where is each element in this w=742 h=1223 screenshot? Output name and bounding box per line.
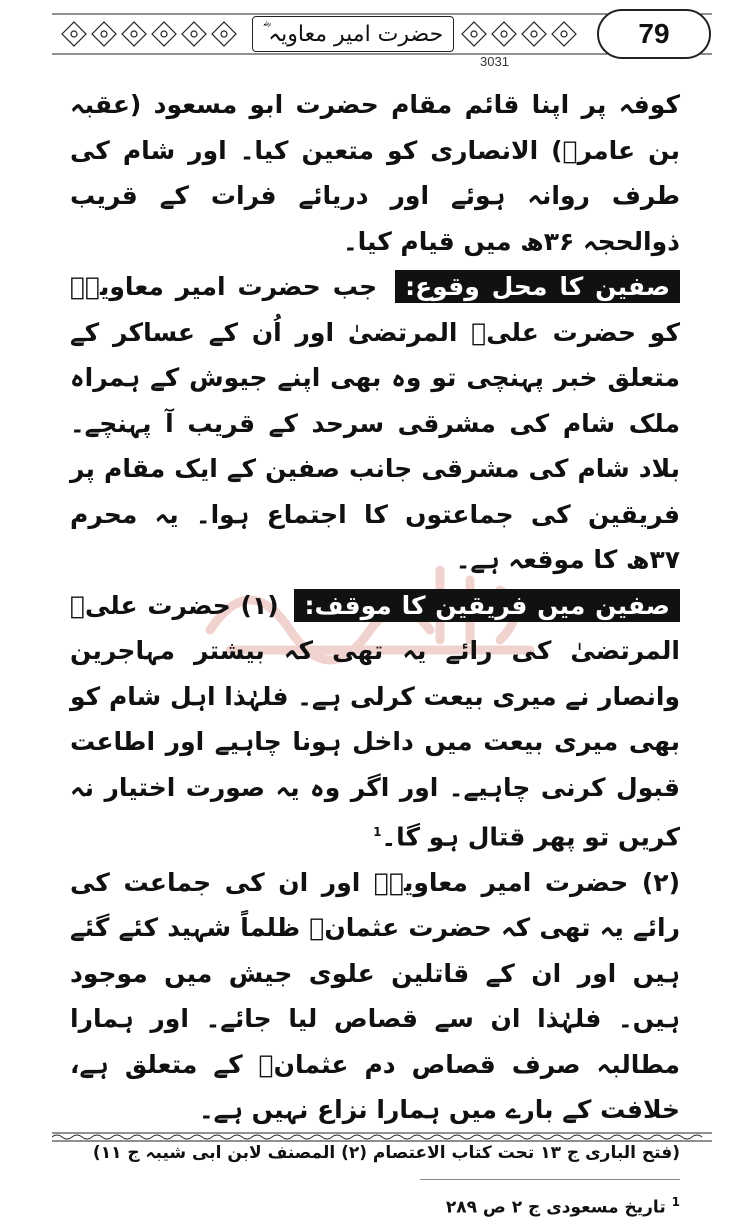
footnote: [70, 1186, 680, 1223]
paragraph-text: جب حضرت امیر معاویہؓ کو حضرت علیؓ المرتضیٰ اور اُن کے عساکر کے متعلق خبر پہنچی تو وہ بھی اپنے جیوش کے ہمراہ ملک شام کی مشرقی سرحد کے قریب آ پہنچے۔ بلاد شام کی مشرقی جانب صفین کے ایک مقام پر فریقین کی جماعتوں کا اجتماع ہوا۔ یہ محرم ۳۷ھ کا موقعہ ہے۔: [70, 272, 680, 574]
paragraph: [70, 583, 680, 860]
page-title: حضرت امیر معاویہ ؓ: [262, 21, 444, 47]
footnote-marker: 1: [671, 1194, 680, 1209]
citation: (فتح الباری ج ۱۳ تحت کتاب الاعتصام (۲) المصنف لابن ابی شیبہ ج ۱۱): [92, 1142, 680, 1163]
page-number: 79: [638, 18, 670, 49]
paragraph: (۲) حضرت امیر معاویہؓ اور ان کی جماعت کی رائے یہ تھی کہ حضرت عثمانؓ ظلماً شہید کئے گئے ہیں اور ان کے قاتلین علوی جیش میں موجود ہیں۔ فلہٰذا ان سے قصاص لیا جائے۔ اور ہمارا مطالبہ صرف قصاص دم عثمانؓ کے متعلق ہے، خلافت کے بارے میں ہمارا نزاع نہیں ہے۔: [70, 867, 680, 1125]
footnote-ref[interactable]: 1: [373, 825, 382, 839]
section-heading: صفین کا محل وقوع:: [395, 270, 680, 303]
title-box: [252, 16, 454, 52]
footnote-separator: [420, 1179, 680, 1180]
section-heading: صفین میں فریقین کا موقف:: [294, 589, 680, 622]
footer-border: [52, 1130, 712, 1144]
paragraph: [70, 264, 680, 583]
paragraph-text: (۱) حضرت علیؓ المرتضیٰ کی رائے یہ تھی کہ بیشتر مہاجرین وانصار نے میری بیعت کرلی ہے۔ فلہٰذا اہل شام کو بھی میری بیعت میں داخل ہونا چاہیے اور اطاعت قبول کرنی چاہیے۔ اور اگر وہ یہ صورت اختیار نہ کریں تو پھر قتال ہو گا۔: [70, 590, 680, 852]
book-page-number: 3031: [480, 54, 509, 69]
footnote-text: تاریخ مسعودی ج ۲ ص ۲۸۹: [445, 1197, 666, 1218]
page-number-badge: [597, 9, 711, 59]
main-text: [70, 82, 680, 1223]
paragraph: کوفہ پر اپنا قائم مقام حضرت ابو مسعود (عقبہ بن عامرؓ) الانصاری کو متعین کیا۔ اور شام کی طرف روانہ ہوئے اور دریائے فرات کے قریب ذوالحجہ ۳۶ھ میں قیام کیا۔: [70, 90, 680, 256]
page-header: [52, 8, 712, 60]
